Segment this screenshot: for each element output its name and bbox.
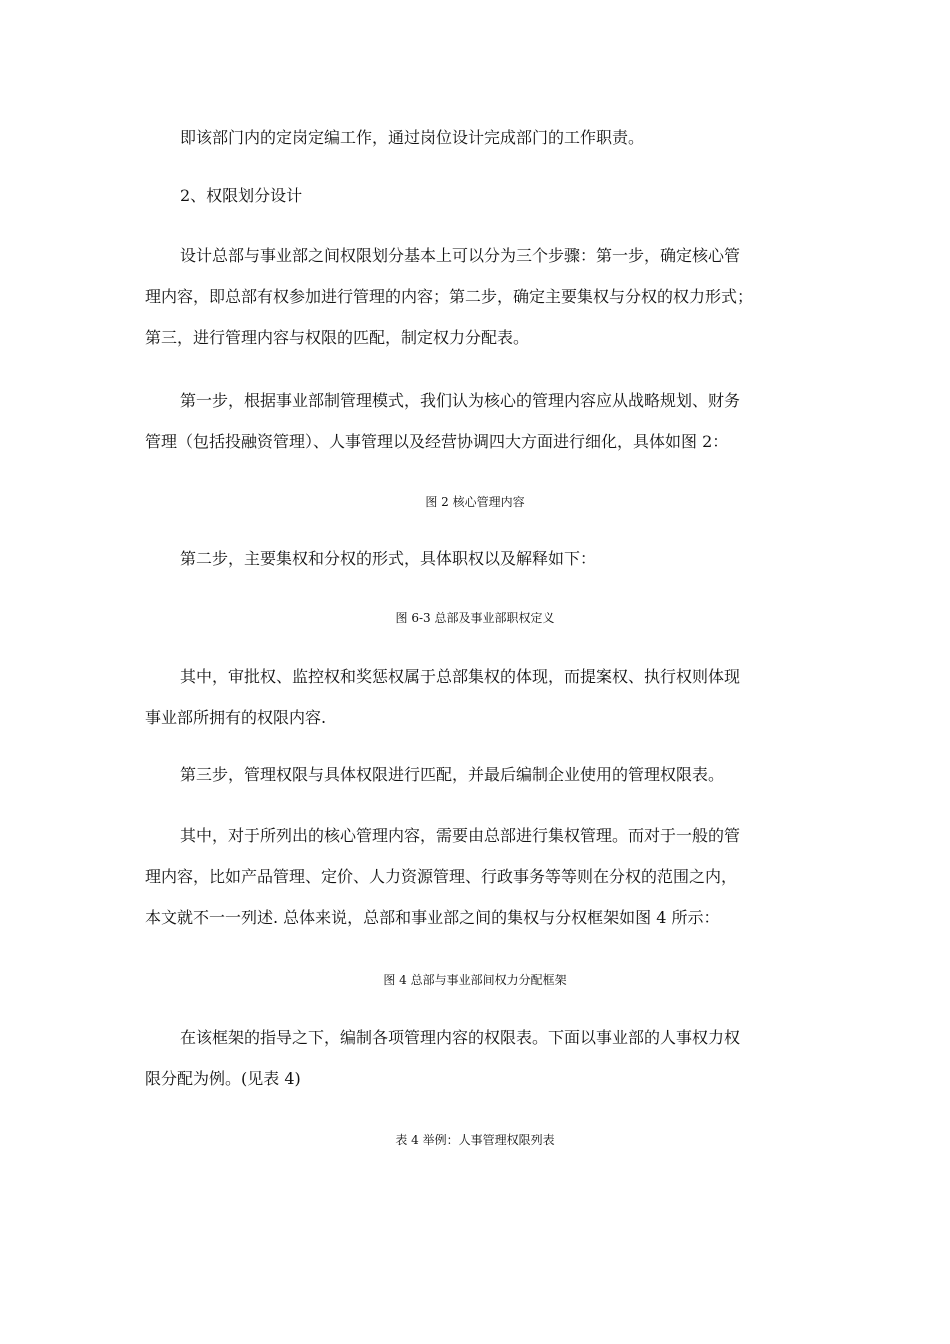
paragraph-line: 2、权限划分设计 [180,186,303,205]
paragraph-line: 理内容，即总部有权参加进行管理的内容；第二步，确定主要集权与分权的权力形式； [145,287,754,306]
figure-caption: 图 2 核心管理内容 [425,495,525,509]
paragraph-line: 本文就不一一列述. 总体来说，总部和事业部之间的集权与分权框架如图 4 所示： [145,908,720,927]
paragraph-line: 其中，对于所列出的核心管理内容，需要由总部进行集权管理。而对于一般的管 [180,826,741,845]
paragraph-9 [145,1017,810,1099]
paragraph-line: 第三步，管理权限与具体权限进行匹配，并最后编制企业使用的管理权限表。 [180,765,725,784]
paragraph-6 [145,656,810,738]
paragraph-1 [145,117,810,158]
paragraph-8 [145,815,810,938]
paragraph-5 [145,538,810,579]
paragraph-line: 管理（包括投融资管理）、人事管理以及经营协调四大方面进行细化，具体如图 2： [145,432,729,451]
paragraph-4 [145,380,810,462]
paragraph-line: 在该框架的指导之下，编制各项管理内容的权限表。下面以事业部的人事权力权 [180,1028,741,1047]
figure-caption: 图 6-3 总部及事业部职权定义 [395,611,555,625]
paragraph-line: 理内容，比如产品管理、定价、人力资源管理、行政事务等等则在分权的范围之内， [145,867,738,886]
paragraph-line: 事业部所拥有的权限内容. [145,708,327,727]
paragraph-line: 第二步，主要集权和分权的形式，具体职权以及解释如下： [180,549,597,568]
paragraph-line: 限分配为例。(见表 4) [145,1069,301,1088]
paragraph-line: 第三，进行管理内容与权限的匹配，制定权力分配表。 [145,328,530,347]
paragraph-3 [145,235,810,358]
table-caption: 表 4 举例：人事管理权限列表 [395,1133,555,1147]
paragraph-7 [145,754,810,795]
paragraph-line: 第一步，根据事业部制管理模式，我们认为核心的管理内容应从战略规划、财务 [180,391,741,410]
paragraph-line: 设计总部与事业部之间权限划分基本上可以分为三个步骤：第一步，确定核心管 [180,246,741,265]
section-heading [145,175,810,216]
paragraph-line: 即该部门内的定岗定编工作，通过岗位设计完成部门的工作职责。 [180,128,645,147]
paragraph-line: 其中，审批权、监控权和奖惩权属于总部集权的体现，而提案权、执行权则体现 [180,667,741,686]
figure-caption: 图 4 总部与事业部间权力分配框架 [383,973,567,987]
